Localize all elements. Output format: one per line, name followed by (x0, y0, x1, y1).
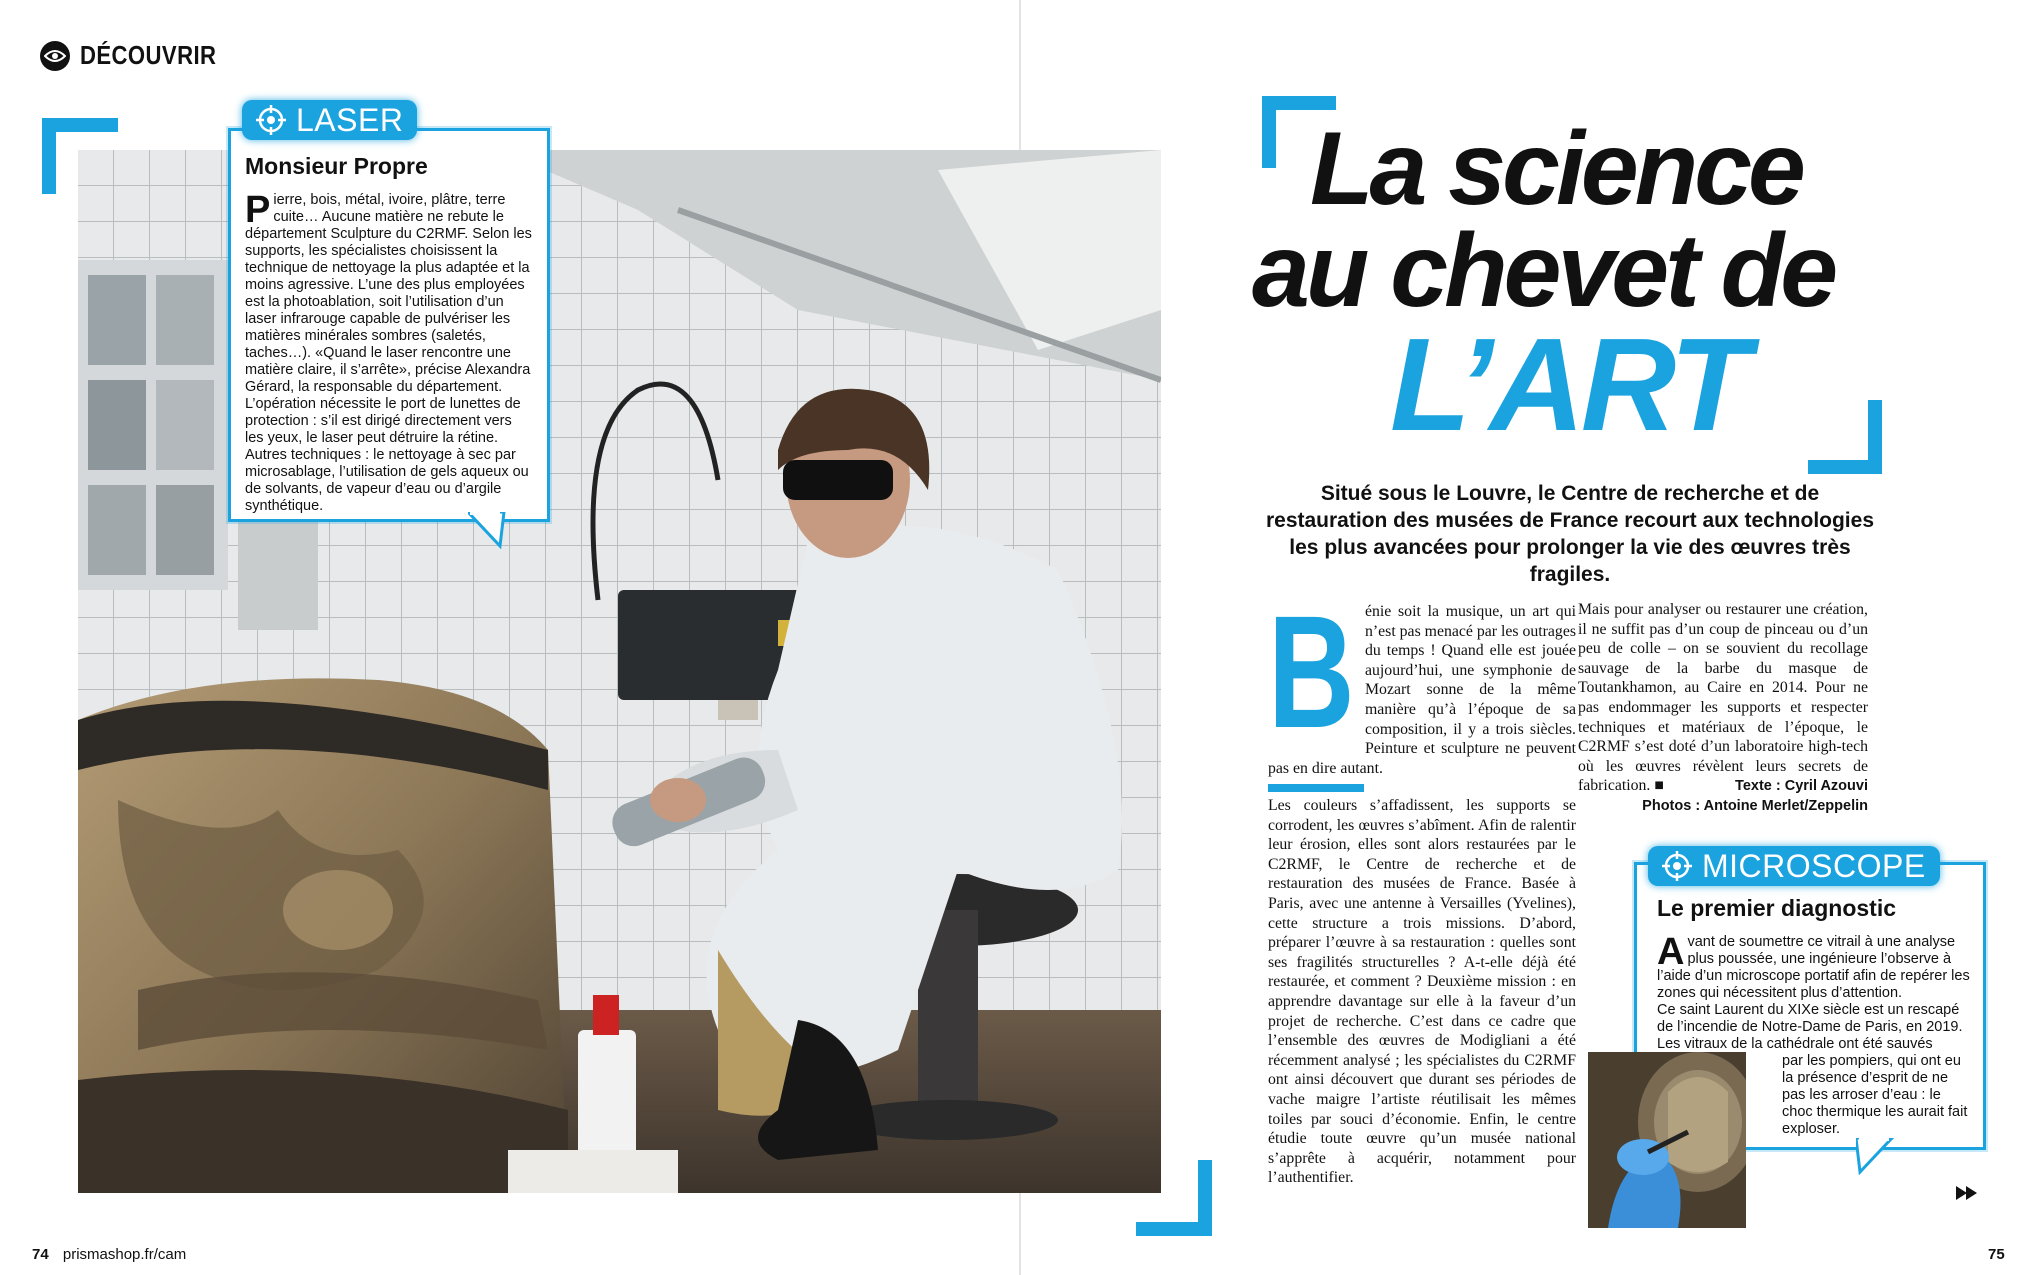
photo-bracket-top-left (42, 118, 118, 194)
microscope-tag-label: MICROSCOPE (1702, 847, 1926, 884)
credit-text: Texte : Cyril Azouvi (1735, 778, 1868, 794)
article-column-2-text: Mais pour analyser ou restaurer une création, il ne suffit pas d’un coup de pinceau ou d’un peu de colle – on se souvient du recollage sauvage de la barbe du masque de Toutankhamon, au Caire en 2014. Pour ne pas endommager les supports et respecter techniques et matériaux de l’époque, le C2RMF s’est doté d’un laboratoire high-tech où les œuvres révèlent leurs secrets de fabrication. (1578, 601, 1868, 795)
laser-body: ierre, bois, métal, ivoire, plâtre, terre cuite… Aucune matière ne rebute le département Sculpture du C2RMF. Selon les supports, les spécialistes choisissent la technique de nettoyage la plus adaptée et la moins agressive. L’une des plus employées est la photoablation, soit l’utilisation d’un laser infrarouge capable de pulvériser les matières minérales sombres (saletés, taches…). «Quand le laser rencontre une matière claire, il s’arrête», précise Alexandra Gérard, la responsable du département. L’opération nécessite le port de lunettes de protection : s’il est dirigé directement vers les yeux, le laser peut détruire la rétine. Autres techniques : le nettoyage à sec par microsablage, l’utilisation de gels aqueux ou de solvants, de vapeur d’eau ou d’argile synthétique. (245, 192, 532, 514)
article-column-2 (1578, 600, 1868, 796)
photo-bracket-bottom-right (1136, 1160, 1212, 1236)
rubric-label: DÉCOUVRIR (80, 40, 217, 70)
article-column-1-continued: Les couleurs s’affadissent, les supports se corrodent, les œuvres s’abîment. Afin de ralentir leur érosion, elles sont alors restaurées par le C2RMF, le Centre de recherche et de restauration des musées de France. Basée à Paris, avec une antenne à Versailles (Yvelines), cette structure a trois missions. D’abord, préparer l’œuvre à sa restauration : quelles sont ses fragilités structurelles ? A-t-elle déjà été restaurée, et comment ? Deuxième mission : en apprendre davantage sur elle à la faveur d’un projet de recherche. C’est dans ce cadre que l’ensemble des œuvres de Modigliani a été récemment analysé ; les spécialistes du C2RMF ont ainsi découvert que durant ses périodes de vache maigre l’artiste réutilisait les mêmes toiles par souci d’économie. Enfin, le centre étudie toute œuvre qu’un musée national s’apprête à acquérir, notamment pour l’authentifier. (1268, 797, 1576, 1187)
credits (1578, 776, 1868, 816)
microscope-body-1: vant de soumettre ce vitrail à une analyse plus poussée, une ingénieure l’observe à l’aide d’un microscope portatif afin de repérer les zones qui nécessitent plus d’attention. (1657, 934, 1970, 1001)
footer-left (32, 1246, 186, 1263)
footer-url[interactable]: prismashop.fr/cam (62, 1246, 187, 1263)
credit-photos: Photos : Antoine Merlet/Zeppelin (1642, 798, 1868, 814)
microscope-heading: Le premier diagnostic (1657, 895, 1897, 921)
crosshair-icon (1662, 851, 1692, 881)
stained-glass-photo (1588, 1052, 1746, 1228)
lead-paragraph: Situé sous le Louvre, le Centre de recherche et de restauration des musées de France recourt aux technologies les plus avancées pour prolonger la vie des œuvres très fragiles. (1265, 482, 1875, 586)
title-line-3: L’ART (1390, 311, 1747, 458)
laser-heading: Monsieur Propre (245, 153, 428, 179)
page-number-left: 74 (32, 1246, 49, 1263)
title-bracket-bottom-right (1808, 400, 1882, 474)
title-line-1: La science (1310, 111, 1802, 227)
laser-sidebar (228, 128, 550, 522)
page-number-right: 75 (1988, 1246, 2005, 1263)
fast-forward-icon[interactable] (1956, 1186, 1978, 1205)
dropcap-rule (1268, 784, 1364, 792)
article-column-1 (1268, 582, 1576, 778)
section-rubric (40, 40, 241, 71)
microscope-body-2: Ce saint Laurent du XIXe siècle est un rescapé de l’incendie de Notre-Dame de Paris, en 2019. Les vitraux de la cathédrale ont été sauvés (1657, 1002, 1963, 1052)
microscope-tag (1648, 846, 1940, 886)
article-dropcap: B (1268, 582, 1355, 761)
footer-right (1988, 1246, 2005, 1263)
laser-tag (242, 100, 417, 140)
microscope-dropcap: A (1657, 931, 1685, 973)
article-intro: énie soit la musique, un art qui n’est pas menacé par les outrages du temps ! Quand elle est jouée aujourd’hui, une symphonie de Mozart sonne de la même manière qu’à l’époque de sa composition, il y a trois siècles. Peinture et sculpture ne peuvent pas en dire autant. (1268, 603, 1576, 777)
title-line-2: au chevet de (1252, 213, 1835, 329)
end-mark: ■ (1654, 777, 1664, 795)
laser-tag-label: LASER (296, 101, 404, 138)
microscope-bubble-tail (1856, 1138, 1896, 1178)
microscope-body-3: par les pompiers, qui ont eu la présence d’esprit de ne pas les arroser d’eau : le choc thermique les aurait fait exploser. (1782, 1053, 1968, 1137)
eye-icon (40, 41, 70, 71)
crosshair-icon (256, 105, 286, 135)
laser-bubble-tail (468, 512, 508, 552)
laser-dropcap: P (245, 189, 271, 231)
